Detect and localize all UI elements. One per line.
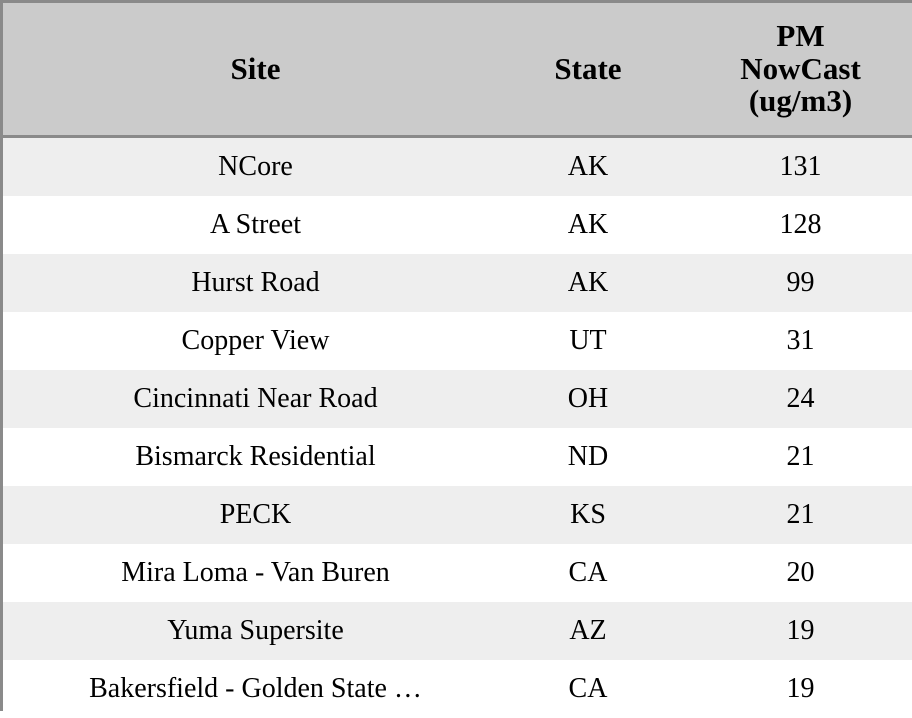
cell-site: Hurst Road (3, 254, 508, 312)
column-header-site-label: Site (231, 51, 281, 86)
cell-state: AK (508, 196, 668, 254)
table-row[interactable] (3, 486, 912, 544)
cell-value: 131 (668, 137, 912, 197)
cell-state: AK (508, 254, 668, 312)
column-header-pm-nowcast[interactable] (668, 3, 912, 137)
cell-site: NCore (3, 137, 508, 197)
cell-site: Bakersfield - Golden State … (3, 660, 508, 718)
cell-site: Copper View (3, 312, 508, 370)
cell-state: CA (508, 660, 668, 718)
column-header-pm-nowcast-line2: NowCast (672, 53, 912, 86)
cell-value: 31 (668, 312, 912, 370)
cell-site: Cincinnati Near Road (3, 370, 508, 428)
cell-value: 128 (668, 196, 912, 254)
cell-state: UT (508, 312, 668, 370)
column-header-state-label: State (554, 51, 621, 86)
table-row[interactable] (3, 137, 912, 197)
table-row[interactable] (3, 544, 912, 602)
cell-value: 21 (668, 428, 912, 486)
cell-state: OH (508, 370, 668, 428)
cell-state: ND (508, 428, 668, 486)
column-header-site[interactable] (3, 3, 508, 137)
table-row[interactable] (3, 602, 912, 660)
table-body (3, 137, 912, 718)
table-row[interactable] (3, 254, 912, 312)
column-header-pm-nowcast-line1: PM (672, 20, 912, 53)
cell-value: 20 (668, 544, 912, 602)
cell-value: 21 (668, 486, 912, 544)
cell-state: AK (508, 137, 668, 197)
table-row[interactable] (3, 196, 912, 254)
table-row[interactable] (3, 660, 912, 718)
cell-site: PECK (3, 486, 508, 544)
cell-site: Yuma Supersite (3, 602, 508, 660)
table-row[interactable] (3, 428, 912, 486)
table-header (3, 3, 912, 137)
cell-site: Bismarck Residential (3, 428, 508, 486)
cell-value: 99 (668, 254, 912, 312)
cell-value: 19 (668, 602, 912, 660)
cell-site: A Street (3, 196, 508, 254)
cell-state: CA (508, 544, 668, 602)
cell-value: 19 (668, 660, 912, 718)
column-header-pm-nowcast-line3: (ug/m3) (672, 85, 912, 118)
cell-state: KS (508, 486, 668, 544)
table-row[interactable] (3, 370, 912, 428)
table-header-row (3, 3, 912, 137)
air-quality-table (3, 3, 912, 718)
cell-state: AZ (508, 602, 668, 660)
cell-value: 24 (668, 370, 912, 428)
cell-site: Mira Loma - Van Buren (3, 544, 508, 602)
table-row[interactable] (3, 312, 912, 370)
column-header-state[interactable] (508, 3, 668, 137)
